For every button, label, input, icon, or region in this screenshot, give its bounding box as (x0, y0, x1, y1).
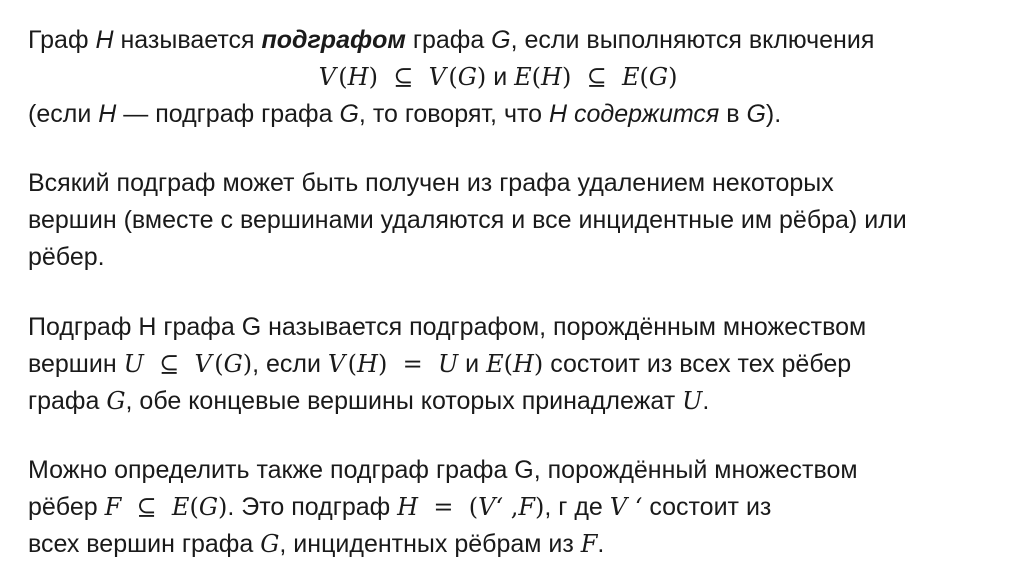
formula-v: V (318, 63, 336, 91)
edge-induced-line-3 (28, 526, 1008, 563)
symbol-g: G (491, 26, 511, 54)
symbol-f: F (518, 493, 535, 521)
text: . (702, 387, 710, 415)
subset-symbol: ⊆ (159, 350, 180, 378)
inclusion-formula: V (H) ⊆ V (G) и E(H) ⊆ E(G) (318, 63, 678, 91)
text: , г де (544, 493, 610, 521)
text: всех вершин графа (28, 530, 261, 558)
text: , если (252, 350, 328, 378)
symbol-g: G (106, 387, 126, 415)
deletion-line-1: Всякий подграф может быть получен из графа удалением некоторых (28, 169, 834, 197)
formula-g: G (648, 63, 669, 91)
text: вершин (28, 350, 124, 378)
symbol-g: G (223, 350, 243, 378)
edge-induced-line-1: Можно определить также подграф графа G, порождённый множеством (28, 456, 858, 484)
symbol-h: H (397, 493, 419, 521)
text: . Это подграф (227, 493, 398, 521)
equals-symbol: = (433, 493, 454, 521)
vertex-induced-line-2: вершин U ⊆ V (G), если V (H) = U и E(H) состоит из всех тех рёбер (28, 350, 852, 378)
text: (если (28, 100, 99, 128)
symbol-v: V (327, 350, 346, 378)
symbol-g: G (339, 100, 359, 128)
symbol-e: E (171, 493, 190, 521)
conjunction: и (465, 350, 480, 378)
symbol-u: U (123, 350, 144, 378)
symbol-v-prime: V‘ (478, 493, 504, 521)
symbol-g: G (198, 493, 218, 521)
edge-induced-line-2: рёбер F ⊆ E(G). Это подграф H = (V‘ ,F), г де V ‘ состоит из (28, 493, 772, 521)
subset-symbol: ⊆ (393, 63, 414, 91)
text: в (719, 100, 747, 128)
symbol-v-prime: V ‘ (609, 493, 643, 521)
symbol-f: F (104, 493, 122, 521)
text: графа (28, 387, 107, 415)
text: — подграф графа (116, 100, 340, 128)
symbol-e: E (486, 350, 504, 378)
formula-h: H (347, 63, 369, 91)
symbol-h: H (357, 350, 378, 378)
subset-symbol: ⊆ (586, 63, 607, 91)
symbol-v: V (194, 350, 212, 378)
symbol-g: G (260, 530, 280, 558)
symbol-h: H (512, 350, 534, 378)
symbol-u: U (682, 387, 703, 415)
vertex-induced-line-3 (28, 383, 1008, 420)
text: рёбер (28, 493, 105, 521)
formula-e: E (514, 63, 532, 91)
formula-g: G (457, 63, 477, 91)
deletion-line-3: рёбер. (28, 243, 105, 271)
symbol-u: U (437, 350, 459, 378)
contains-term: содержится (574, 100, 720, 128)
text: графа (405, 26, 492, 54)
edge-induced-paragraph (28, 452, 1008, 563)
symbol-h: H (98, 100, 117, 128)
text: состоит из всех тех рёбер (543, 350, 852, 378)
text: Граф (28, 26, 96, 54)
text: называется (113, 26, 262, 54)
subset-symbol: ⊆ (136, 493, 157, 521)
symbol-h: H (95, 26, 114, 54)
symbol-h: H (549, 100, 568, 128)
vertex-induced-paragraph (28, 309, 1008, 420)
text: , обе концевые вершины которых принадлежат (125, 387, 683, 415)
formula-e: E (621, 63, 640, 91)
definition-line-1 (28, 22, 1008, 59)
formula-h: H (541, 63, 562, 91)
text: , инцидентных рёбрам из (279, 530, 581, 558)
vertex-induced-line-1: Подграф H графа G называется подграфом, порождённым множеством (28, 313, 867, 341)
symbol-g: G (746, 100, 766, 128)
subgraph-term: подграфом (261, 26, 406, 54)
definition-paragraph (28, 22, 1008, 133)
deletion-line-2: вершин (вместе с вершинами удаляются и все инцидентные им рёбра) или (28, 206, 907, 234)
conjunction: и (493, 63, 508, 91)
text: . (597, 530, 605, 558)
text: , если выполняются включения (510, 26, 875, 54)
text: ). (765, 100, 782, 128)
deletion-paragraph (28, 165, 1008, 276)
text: состоит из (642, 493, 772, 521)
definition-line-3 (28, 96, 1008, 133)
symbol-f: F (580, 530, 598, 558)
formula-v: V (428, 63, 446, 91)
text: , то говорят, что (358, 100, 549, 128)
equals-symbol: = (402, 350, 423, 378)
